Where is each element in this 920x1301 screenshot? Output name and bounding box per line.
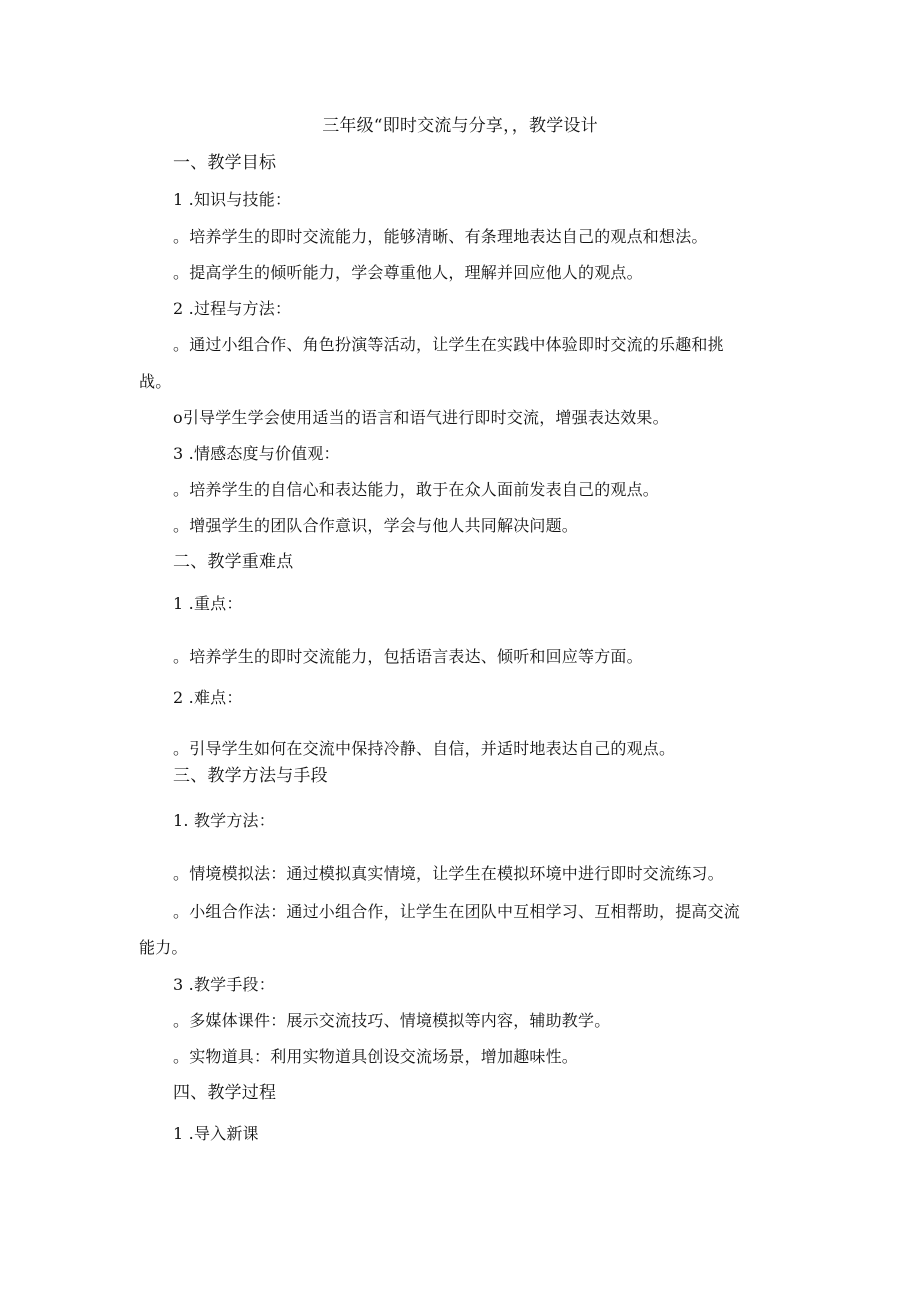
subheading-teaching-means: 3 .教学手段： <box>173 975 275 994</box>
bullet-item: 。多媒体课件：展示交流技巧、情境模拟等内容，辅助教学。 <box>173 1011 611 1030</box>
bullet-item: 。提高学生的倾听能力，学会尊重他人，理解并回应他人的观点。 <box>173 263 643 282</box>
subheading-attitudes-values: 3 .情感态度与价值观： <box>173 444 340 463</box>
bullet-item-continuation: 战。 <box>139 372 172 391</box>
subheading-key-point: 1 .重点： <box>173 594 243 613</box>
section-heading-methods: 三、教学方法与手段 <box>173 766 328 786</box>
subheading-teaching-methods: 1. 教学方法： <box>173 811 275 830</box>
document-title: 三年级“即时交流与分享，，教学设计 <box>322 116 598 136</box>
bullet-item: 。引导学生如何在交流中保持冷静、自信，并适时地表达自己的观点。 <box>173 739 676 758</box>
bullet-item: 。实物道具：利用实物道具创设交流场景，增加趣味性。 <box>173 1047 579 1066</box>
subheading-process-methods: 2 .过程与方法： <box>173 299 292 318</box>
bullet-item: 。培养学生的自信心和表达能力，敢于在众人面前发表自己的观点。 <box>173 480 660 499</box>
section-heading-objectives: 一、教学目标 <box>173 153 277 173</box>
bullet-item: 。通过小组合作、角色扮演等活动，让学生在实践中体验即时交流的乐趣和挑 <box>173 335 724 354</box>
section-heading-key-points: 二、教学重难点 <box>173 552 294 572</box>
bullet-item: 。增强学生的团队合作意识，学会与他人共同解决问题。 <box>173 516 579 535</box>
subheading-introduction: 1 .导入新课 <box>173 1124 259 1143</box>
bullet-item: 。小组合作法：通过小组合作，让学生在团队中互相学习、互相帮助，提高交流 <box>173 902 741 921</box>
subheading-knowledge-skills: 1 .知识与技能： <box>173 190 292 209</box>
bullet-item-continuation: 能力。 <box>139 938 188 957</box>
section-heading-process: 四、教学过程 <box>173 1083 277 1103</box>
bullet-item: 。培养学生的即时交流能力，能够清晰、有条理地表达自己的观点和想法。 <box>173 227 708 246</box>
subheading-difficulty: 2 .难点： <box>173 688 243 707</box>
bullet-item: 。培养学生的即时交流能力，包括语言表达、倾听和回应等方面。 <box>173 647 643 666</box>
bullet-item: o引导学生学会使用适当的语言和语气进行即时交流，增强表达效果。 <box>173 408 669 427</box>
bullet-item: 。情境模拟法：通过模拟真实情境，让学生在模拟环境中进行即时交流练习。 <box>173 864 724 883</box>
